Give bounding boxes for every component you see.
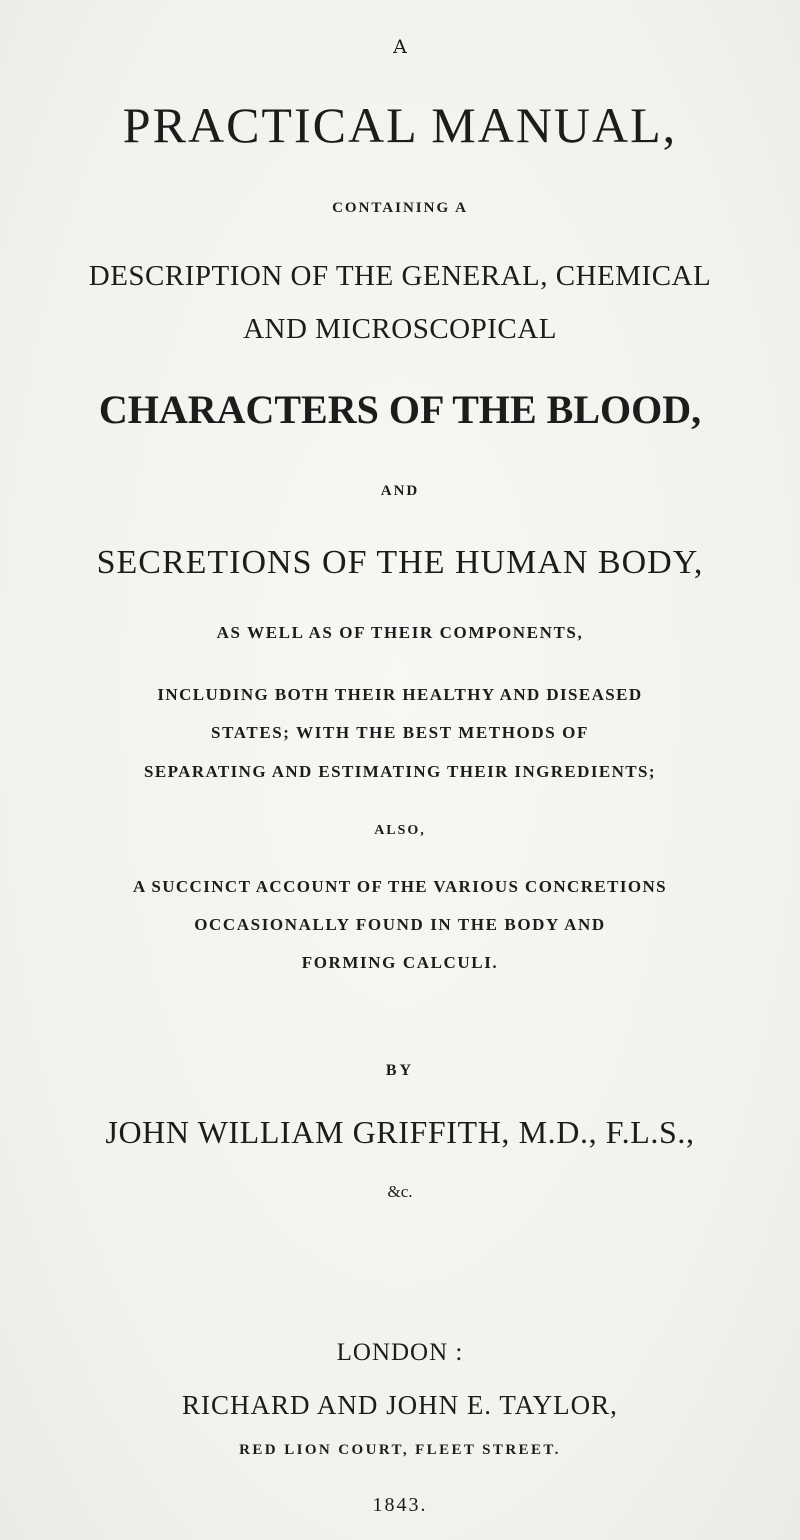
succinct-line-1: A SUCCINCT ACCOUNT OF THE VARIOUS CONCRETIONS bbox=[132, 877, 668, 896]
imprint-address: RED LION COURT, FLEET STREET. bbox=[239, 1442, 561, 1458]
components-line: AS WELL AS OF THEIR COMPONENTS, bbox=[216, 623, 584, 642]
also-label: ALSO, bbox=[374, 823, 426, 838]
description-line-2: AND MICROSCOPICAL bbox=[243, 313, 557, 345]
book-title: PRACTICAL MANUAL, bbox=[122, 97, 678, 153]
imprint-year: 1843. bbox=[372, 1494, 428, 1516]
including-line-2: STATES; WITH THE BEST METHODS OF bbox=[211, 723, 589, 742]
imprint-publisher: RICHARD AND JOHN E. TAYLOR, bbox=[182, 1390, 618, 1420]
title-article: A bbox=[393, 36, 407, 58]
and-label: AND bbox=[380, 483, 420, 499]
succinct-line-3: FORMING CALCULI. bbox=[301, 953, 499, 972]
by-label: BY bbox=[385, 1062, 415, 1079]
secondary-subject: SECRETIONS OF THE HUMAN BODY, bbox=[96, 544, 704, 581]
succinct-line-2: OCCASIONALLY FOUND IN THE BODY AND bbox=[194, 915, 606, 934]
imprint-city: LONDON : bbox=[336, 1339, 464, 1366]
author-name: JOHN WILLIAM GRIFFITH, M.D., F.L.S., bbox=[105, 1114, 695, 1150]
containing-label: CONTAINING A bbox=[332, 200, 468, 216]
description-line-1: DESCRIPTION OF THE GENERAL, CHEMICAL bbox=[88, 260, 712, 292]
including-line-3: SEPARATING AND ESTIMATING THEIR INGREDIENTS; bbox=[144, 762, 656, 781]
etc-label: &c. bbox=[387, 1182, 413, 1201]
main-subject: CHARACTERS OF THE BLOOD, bbox=[98, 387, 702, 432]
including-line-1: INCLUDING BOTH THEIR HEALTHY AND DISEASED bbox=[157, 685, 643, 704]
